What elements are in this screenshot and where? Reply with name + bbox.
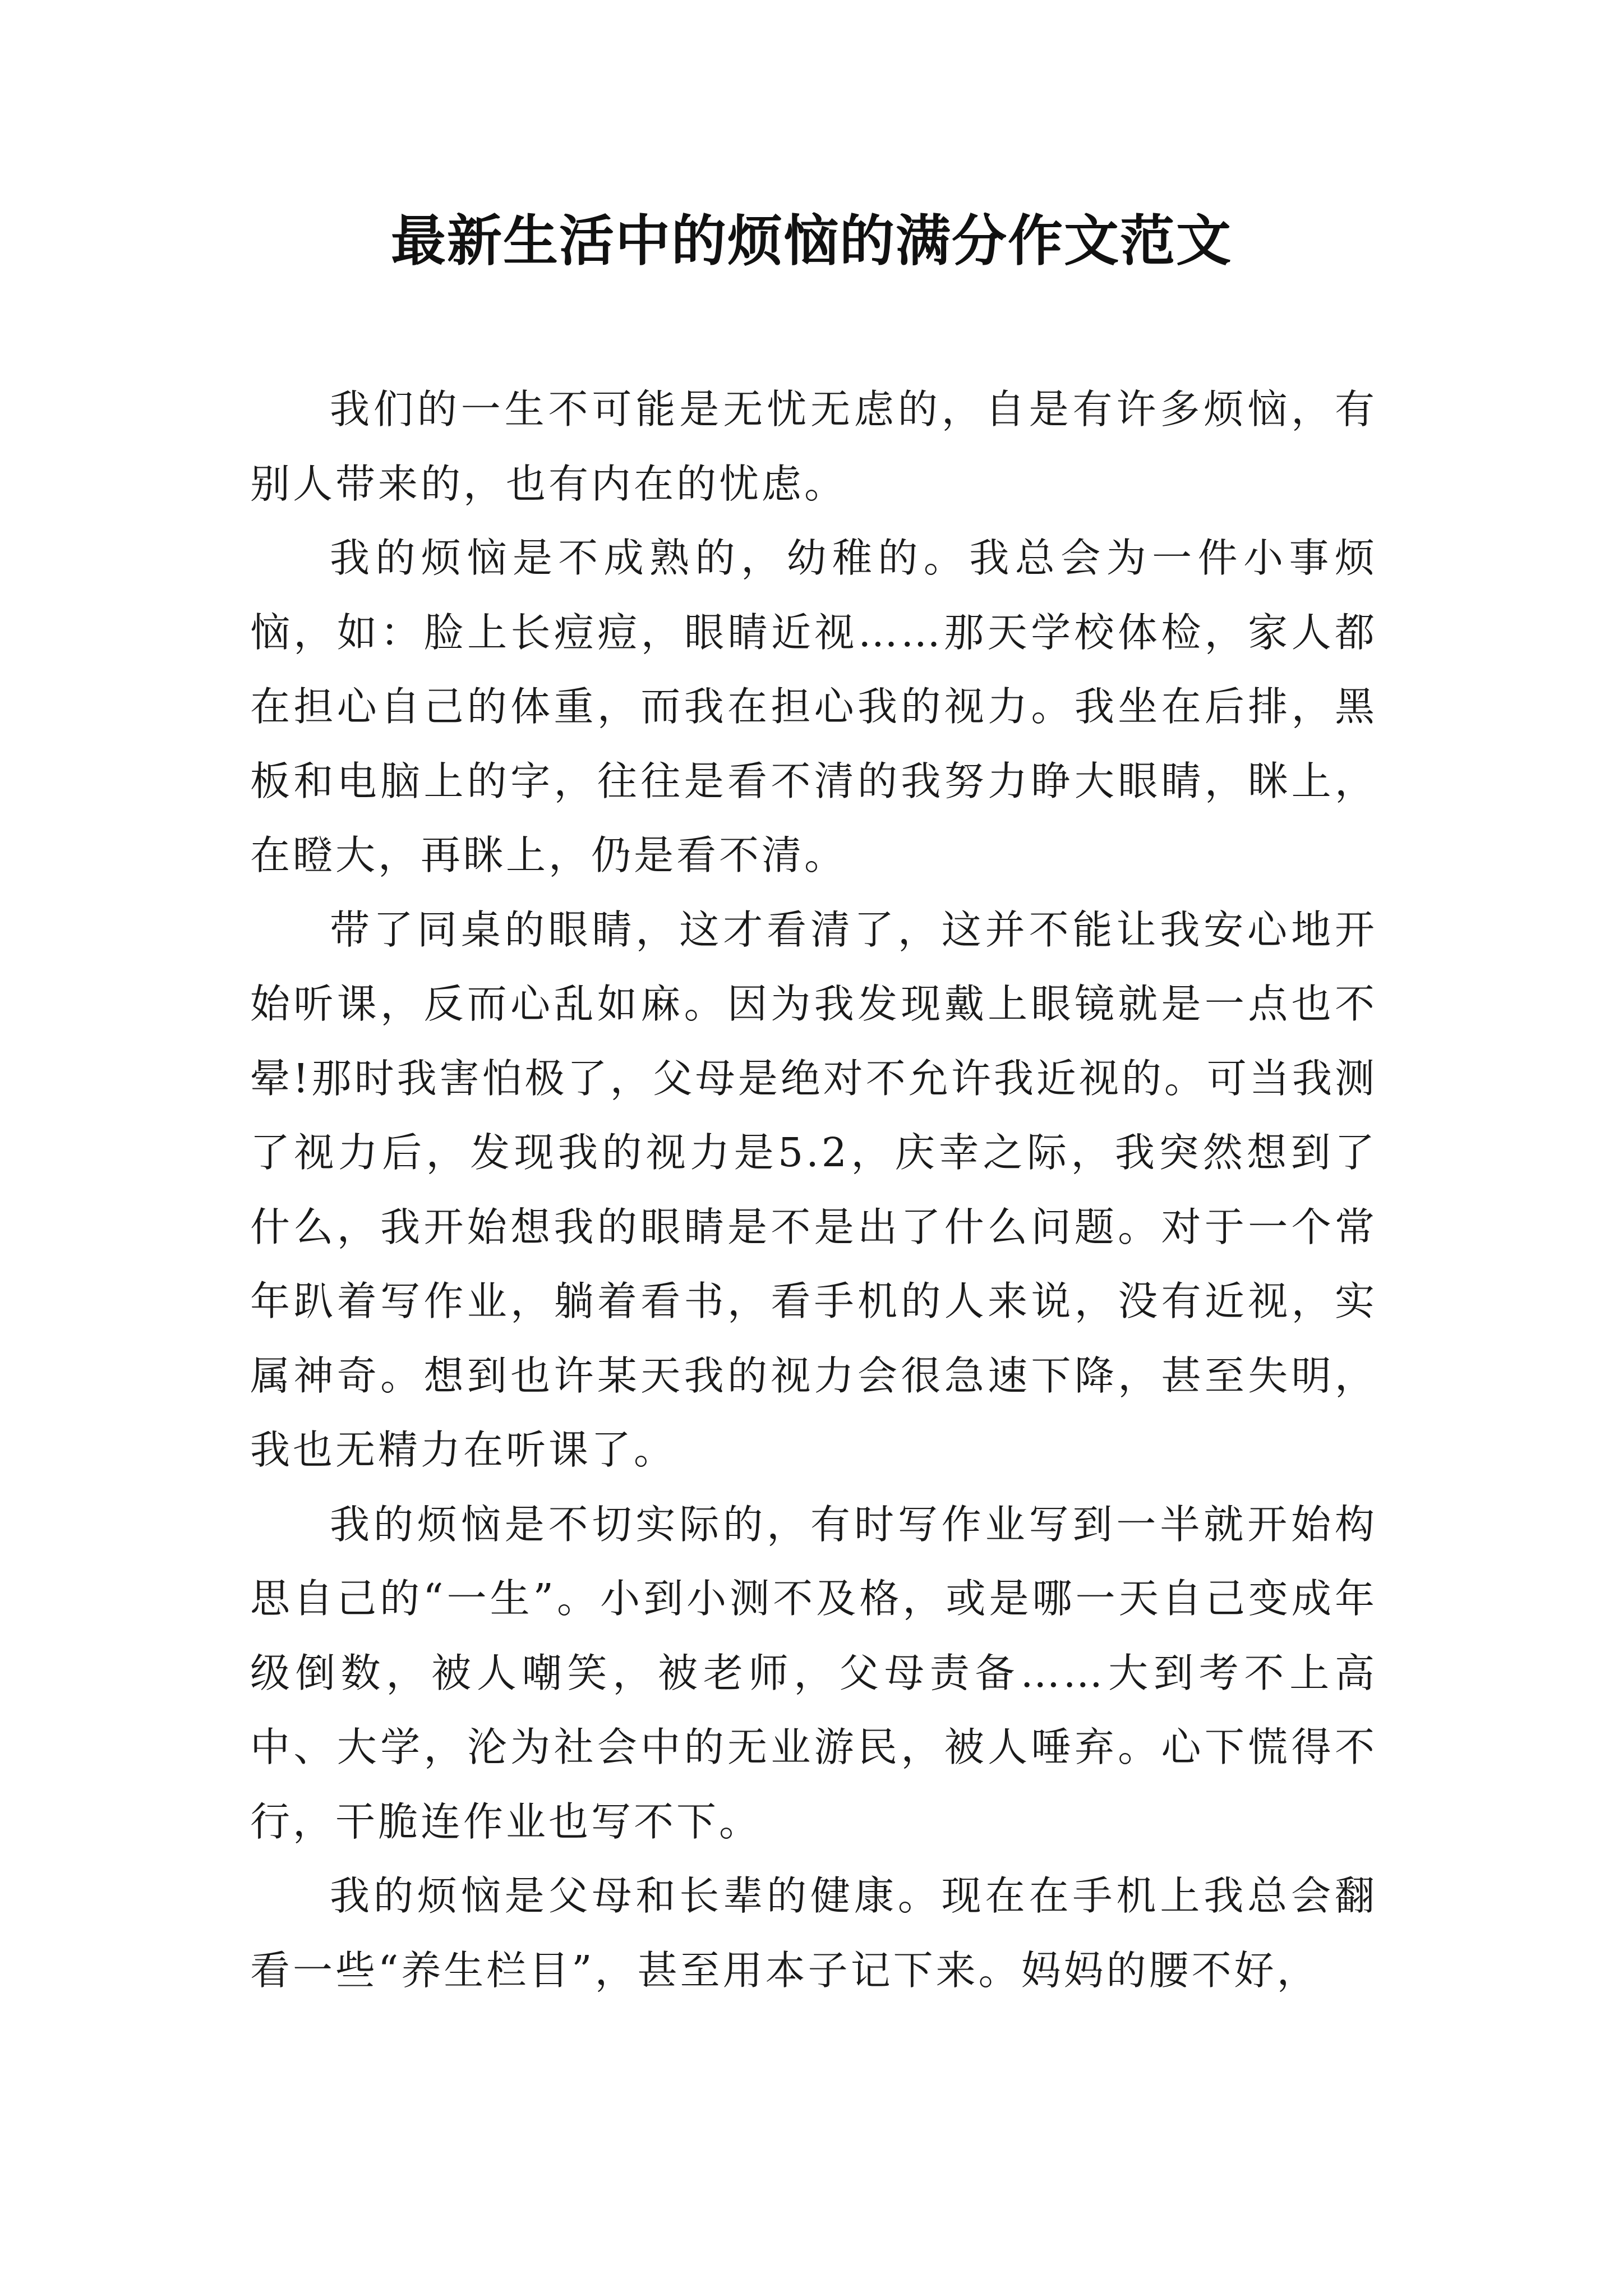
paragraph-5: 我的烦恼是父母和长辈的健康。现在在手机上我总会翻看一些“养生栏目”，甚至用本子记下来。妈妈的腰不好， [250, 1872, 1377, 1994]
paragraph-2: 我的烦恼是不成熟的，幼稚的。我总会为一件小事烦恼，如：脸上长痘痘，眼睛近视……那天学校体检，家人都在担心自己的体重，而我在担心我的视力。我坐在后排，黑板和电脑上的字，往往是看不清的我努力睁大眼睛，眯上，在瞪大，再眯上，仍是看不清。 [250, 535, 1377, 878]
paragraph-1: 我们的一生不可能是无忧无虑的，自是有许多烦恼，有别人带来的，也有内在的忧虑。 [250, 386, 1377, 507]
document-title: 最新生活中的烦恼的满分作文范文 [390, 209, 1232, 273]
paragraph-4: 我的烦恼是不切实际的，有时写作业写到一半就开始构思自己的“一生”。小到小测不及格，或是哪一天自己变成年级倒数，被人嘲笑，被老师，父母责备……大到考不上高中、大学，沦为社会中的无业游民，被人唾弃。心下慌得不行，干脆连作业也写不下。 [250, 1501, 1377, 1845]
document-body [250, 372, 1377, 2008]
paragraph-3: 带了同桌的眼睛，这才看清了，这并不能让我安心地开始听课，反而心乱如麻。因为我发现戴上眼镜就是一点也不晕!那时我害怕极了，父母是绝对不允许我近视的。可当我测了视力后，发现我的视力是5.2，庆幸之际，我突然想到了什么，我开始想我的眼睛是不是出了什么问题。对于一个常年趴着写作业，躺着看书，看手机的人来说，没有近视，实属神奇。想到也许某天我的视力会很急速下降，甚至失明，我也无精力在听课了。 [250, 906, 1377, 1473]
